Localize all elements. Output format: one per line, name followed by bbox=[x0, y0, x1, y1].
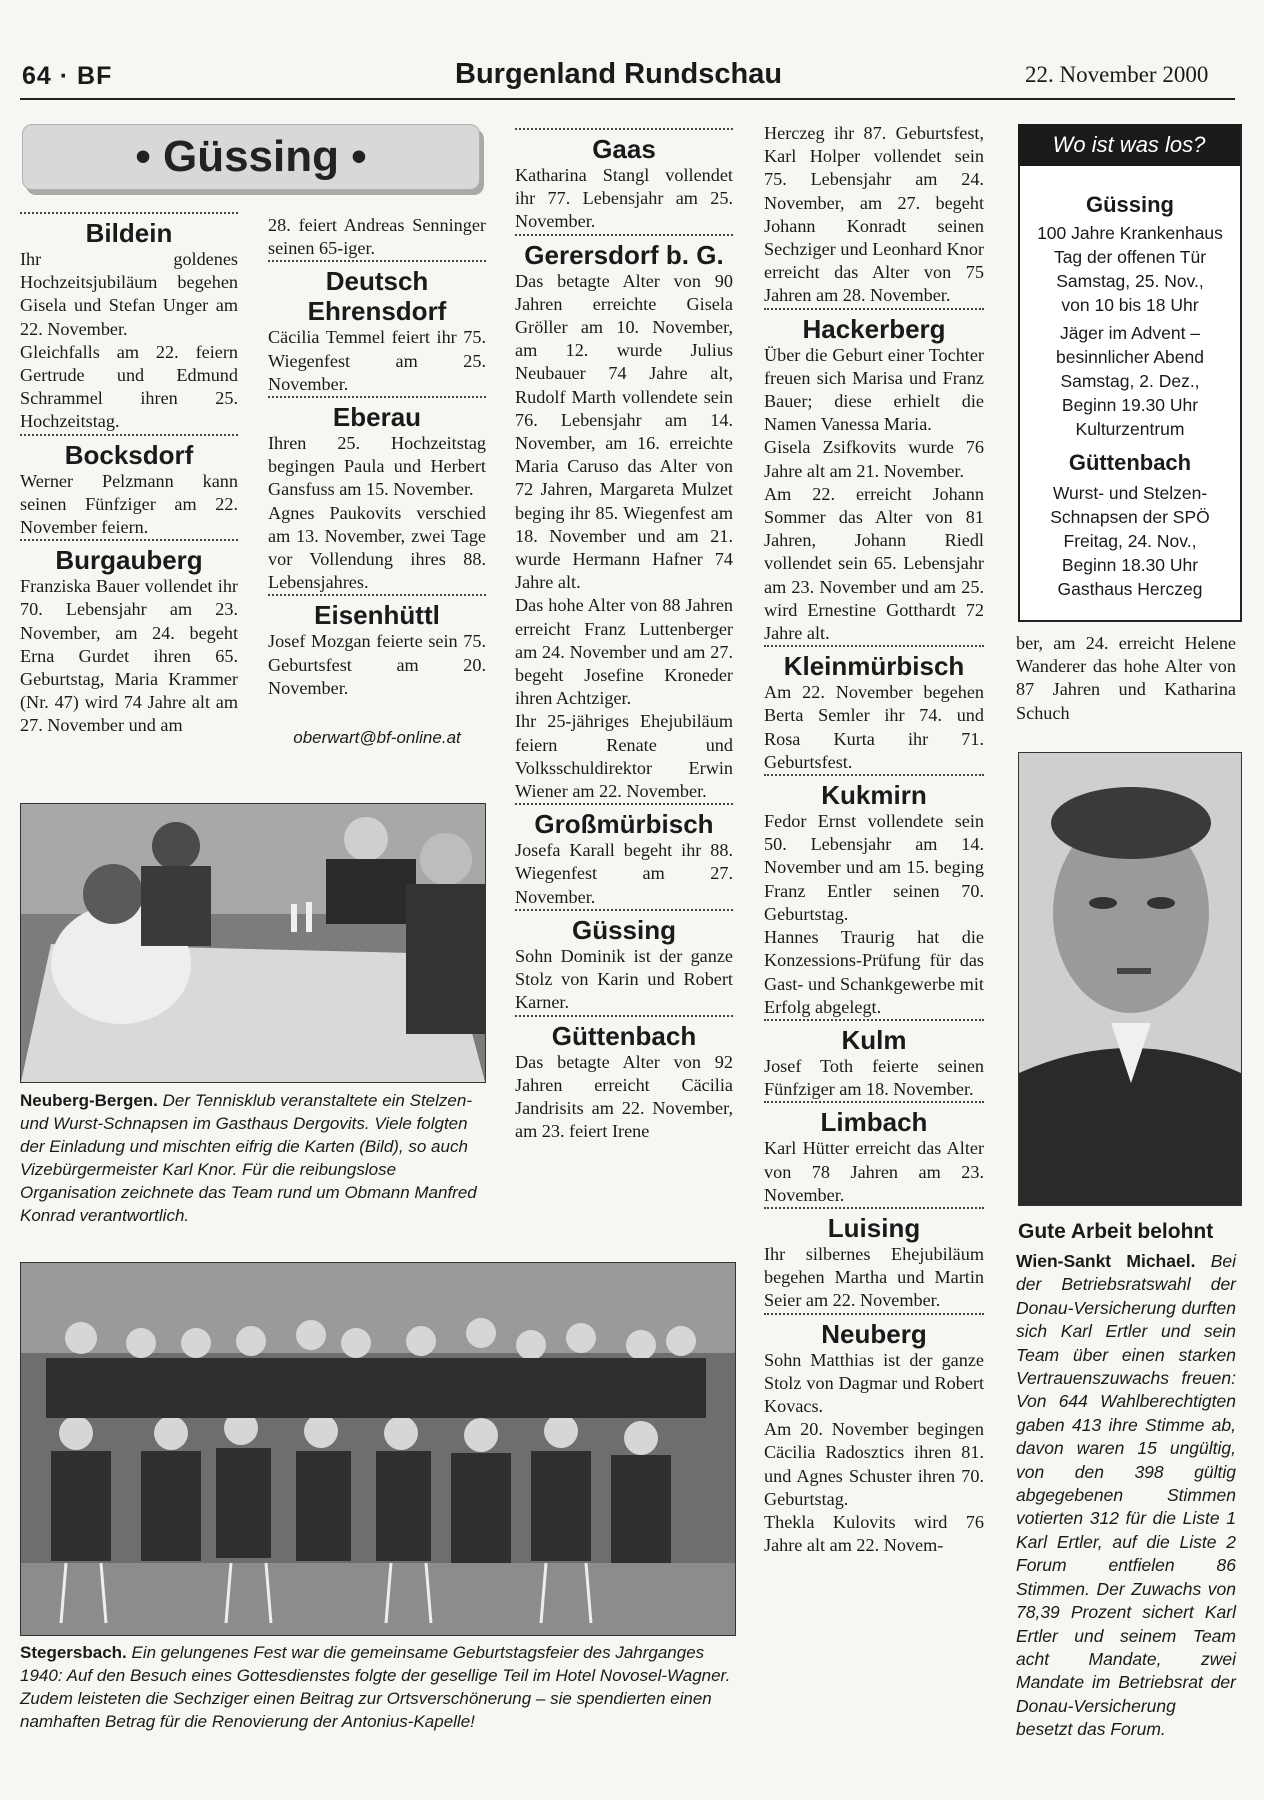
article-place: Eisenhüttl bbox=[268, 594, 486, 630]
article-place: Gaas bbox=[515, 128, 733, 164]
article-place: Hackerberg bbox=[764, 308, 984, 344]
events-place: Güttenbach bbox=[1068, 450, 1192, 475]
article-place: Eberau bbox=[268, 396, 486, 432]
column-3 bbox=[515, 128, 733, 1143]
article-text: Josefa Karall begeht ihr 88. Wiegenfest am 27. November. bbox=[515, 840, 733, 907]
header-rule bbox=[20, 98, 1235, 100]
article-text: Karl Hütter erreicht das Alter von 78 Jahren am 23. November. bbox=[764, 1138, 984, 1205]
caption-place: Neuberg-Bergen. bbox=[20, 1091, 158, 1110]
article-place: Bildein bbox=[20, 212, 238, 248]
article-text: Sohn Matthias ist der ganze Stolz von Dagmar und Robert Kovacs. Am 20. November begingen Cäcilia Radosztics ihren 81. und Agnes Schuster ihren 70. Geburtstag. Thekla Kulovits wird 76 Jahre alt am 22. Novem- bbox=[764, 1349, 984, 1556]
article-place: Kleinmürbisch bbox=[764, 645, 984, 681]
article-place: Burgauberg bbox=[20, 539, 238, 575]
article-text: Fedor Ernst vollendete sein 50. Lebensjahr am 14. November und am 15. beging Franz Entler seinen 70. Geburtstag. Hannes Traurig hat die Konzessions-Prüfung für das Gast- und Schankgewerbe mit Erfolg abgelegt. bbox=[764, 811, 984, 1017]
events-line: besinnlicher Abend bbox=[1056, 347, 1204, 367]
events-box-title: Wo ist was los? bbox=[1018, 124, 1240, 166]
issue-date: 22. November 2000 bbox=[1025, 62, 1209, 87]
portrait-caption bbox=[1016, 1250, 1236, 1742]
column-2 bbox=[268, 214, 486, 749]
email-link[interactable]: oberwart@bf-online.at bbox=[293, 728, 461, 748]
article-text: Am 22. November begehen Berta Semler ihr 74. und Rosa Kurta ihr 71. Geburtsfest. bbox=[764, 682, 984, 772]
events-line: Wurst- und Stelzen- bbox=[1052, 483, 1208, 503]
article-text: Das betagte Alter von 92 Jahren erreicht Cäcilia Jandrisits am 22. November, am 23. feiert Irene bbox=[515, 1051, 733, 1142]
portrait-title: Gute Arbeit belohnt bbox=[1018, 1220, 1214, 1243]
column-4 bbox=[764, 122, 984, 1557]
article-place: Limbach bbox=[764, 1101, 984, 1137]
events-place: Güssing bbox=[1085, 192, 1174, 217]
article-place: Güttenbach bbox=[515, 1015, 733, 1051]
caption-place: Stegersbach. bbox=[20, 1643, 127, 1662]
events-line: Tag der offenen Tür bbox=[1053, 247, 1207, 267]
column-1 bbox=[20, 212, 238, 738]
photo-birthday-group-image bbox=[21, 1263, 735, 1635]
article-place: Güssing bbox=[515, 909, 733, 945]
article-text: Ihr silbernes Ehejubiläum begehen Martha und Martin Seier am 22. November. bbox=[764, 1243, 984, 1311]
article-place: Gerersdorf b. G. bbox=[515, 234, 733, 270]
events-line: Beginn 18.30 Uhr bbox=[1061, 555, 1199, 575]
article-text: Werner Pelzmann kann seinen Fünfziger am 22. November feiern. bbox=[20, 470, 238, 538]
events-line: Samstag, 2. Dez., bbox=[1060, 371, 1200, 391]
article-place: Deutsch Ehrensdorf bbox=[268, 260, 486, 326]
events-line: Gasthaus Herczeg bbox=[1057, 579, 1203, 599]
column-5 bbox=[1016, 632, 1236, 725]
caption-text: Bei der Betriebsratswahl der Donau-Versicherung durften sich Karl Ertler und sein Team über einen starken Vertrauenszuwachs freuen: Von 644 Wahlberechtigten gaben 413 ihre Stimme ab, davon waren 15 ungültig, von den 398 gültig abgegebenen Stimmen votierten 312 für die Liste 1 Karl Ertler, auf die Liste 2 Forum entfielen 86 Stimmen. Der Zuwachs von 78,39 Prozent sichert Karl Ertler und seinem Team acht Mandate, zwei Mandate im Betriebsrat der Donau-Versicherung besetzt das Forum. bbox=[1016, 1251, 1236, 1740]
article-text: Das betagte Alter von 90 Jahren erreichte Gisela Gröller am 10. November, am 12. wurde Julius Neubauer 74 Jahre alt, Rudolf Marth vollendete sein 76. Lebensjahr am 14. November, am 16. erreichte Maria Caruso das Alter von 72 Jahren, Margareta Mulzet beging ihr 85. Wiegenfest am 18. November und am 21. wurde Hermann Hafner 74 Jahre alt. Das hohe Alter von 88 Jahren erreicht Franz Luttenberger am 24. November und am 27. begeht Josefine Kroneder ihren Achtziger. Ihr 25-jähriges Ehejubiläum feiern Renate und Volksschuldirektor Erwin Wiener am 22. November. bbox=[515, 270, 733, 802]
events-line: Kulturzentrum bbox=[1075, 419, 1185, 439]
events-line: Beginn 19.30 Uhr bbox=[1061, 395, 1199, 415]
article-text: Sohn Dominik ist der ganze Stolz von Karin und Robert Karner. bbox=[515, 945, 733, 1013]
page-number: 64 · BF bbox=[22, 62, 113, 90]
article-text: Franziska Bauer vollendet ihr 70. Lebensjahr am 23. November, am 24. begeht Erna Gurdet ihren 65. Geburtstag, Maria Krammer (Nr. 47) wird 74 Jahre alt am 27. November und am bbox=[20, 576, 238, 736]
photo-birthday-group bbox=[20, 1262, 736, 1636]
events-line: Jäger im Advent – bbox=[1059, 323, 1201, 343]
portrait-photo bbox=[1018, 752, 1242, 1206]
events-line: Freitag, 24. Nov., bbox=[1063, 531, 1197, 551]
events-line: Samstag, 25. Nov., bbox=[1056, 271, 1204, 291]
photo-tennis-club bbox=[20, 803, 486, 1083]
events-line: Schnapsen der SPÖ bbox=[1050, 507, 1210, 527]
section-title: • Güssing • bbox=[135, 132, 367, 181]
events-line: von 10 bis 18 Uhr bbox=[1061, 295, 1199, 315]
events-box bbox=[1018, 124, 1242, 622]
article-place: Kukmirn bbox=[764, 774, 984, 810]
caption-text: Ein gelungenes Fest war die gemeinsame Geburtstagsfeier des Jahrganges 1940: Auf den Besuch eines Gottesdienstes folgte der gesellige Teil im Hotel Novosel-Wagner. Zudem leisteten die Sechziger einen Beitrag zur Ortsverschönerung – sie spendierten einen namhaften Betrag für die Renovierung der Antonius-Kapelle! bbox=[20, 1643, 731, 1731]
article-text: Ihren 25. Hochzeitstag begingen Paula und Herbert Gansfuss am 15. November. Agnes Paukovits verschied am 13. November, zwei Tage vor Vollendung ihres 88. Lebensjahres. bbox=[268, 433, 486, 593]
article-text: Katharina Stangl vollendet ihr 77. Lebensjahr am 25. November. bbox=[515, 165, 733, 232]
article-place: Neuberg bbox=[764, 1313, 984, 1349]
article-text: Josef Mozgan feierte sein 75. Geburtsfest am 20. November. bbox=[268, 631, 486, 698]
article-text: Herczeg ihr 87. Geburtsfest, Karl Holper vollendet sein 75. Lebensjahr am 24. November, am 27. begeht Johann Konradt seinen Sechziger und Leonhard Knor erreicht das Alter von 75 Jahren am 28. November. bbox=[764, 123, 984, 306]
article-text: Über die Geburt einer Tochter freuen sich Marisa und Franz Bauer; diese erhielt die Namen Vanessa Maria. Gisela Zsifkovits wurde 76 Jahre alt am 21. November. Am 22. erreicht Johann Sommer das Alter von 81 Jahren, Johann Riedl vollendet sein 65. Lebensjahr am 23. November und am 25. wird Ernestine Gotthardt 72 Jahre alt. bbox=[764, 344, 984, 644]
photo-tennis-club-image bbox=[21, 804, 485, 1082]
article-text: 28. feiert Andreas Senninger seinen 65-iger. bbox=[268, 215, 486, 259]
section-banner bbox=[22, 124, 480, 190]
caption-place: Wien-Sankt Michael. bbox=[1016, 1251, 1196, 1271]
caption-text: Der Tennisklub veranstaltete ein Stelzen- und Wurst-Schnapsen im Gasthaus Dergovits. Viele folgten der Einladung und mischten eifrig die Karten (Bild), so auch Vizebürgermeister Karl Knor. Für die reibungslose Organisation zeichnete das Team rund um Obmann Manfred Konrad verantwortlich. bbox=[20, 1091, 477, 1225]
photo-caption bbox=[20, 1089, 484, 1227]
events-line: 100 Jahre Krankenhaus bbox=[1037, 223, 1223, 243]
photo-caption bbox=[20, 1641, 738, 1733]
article-text: Ihr goldenes Hochzeitsjubiläum begehen Gisela und Stefan Unger am 22. November. Gleichfalls am 22. feiern Gertrude und Edmund Schrammel ihren 25. Hochzeitstag. bbox=[20, 249, 238, 432]
newspaper-title: Burgenland Rundschau bbox=[455, 58, 783, 90]
article-place: Kulm bbox=[764, 1019, 984, 1055]
article-place: Bocksdorf bbox=[20, 434, 238, 470]
article-text: ber, am 24. erreicht Helene Wanderer das hohe Alter von 87 Jahren und Katharina Schuch bbox=[1016, 633, 1236, 723]
article-place: Großmürbisch bbox=[515, 803, 733, 839]
article-text: Cäcilia Temmel feiert ihr 75. Wiegenfest am 25. November. bbox=[268, 327, 486, 394]
portrait-image bbox=[1019, 753, 1241, 1205]
article-place: Luising bbox=[764, 1207, 984, 1243]
article-text: Josef Toth feierte seinen Fünfziger am 18. November. bbox=[764, 1055, 984, 1100]
